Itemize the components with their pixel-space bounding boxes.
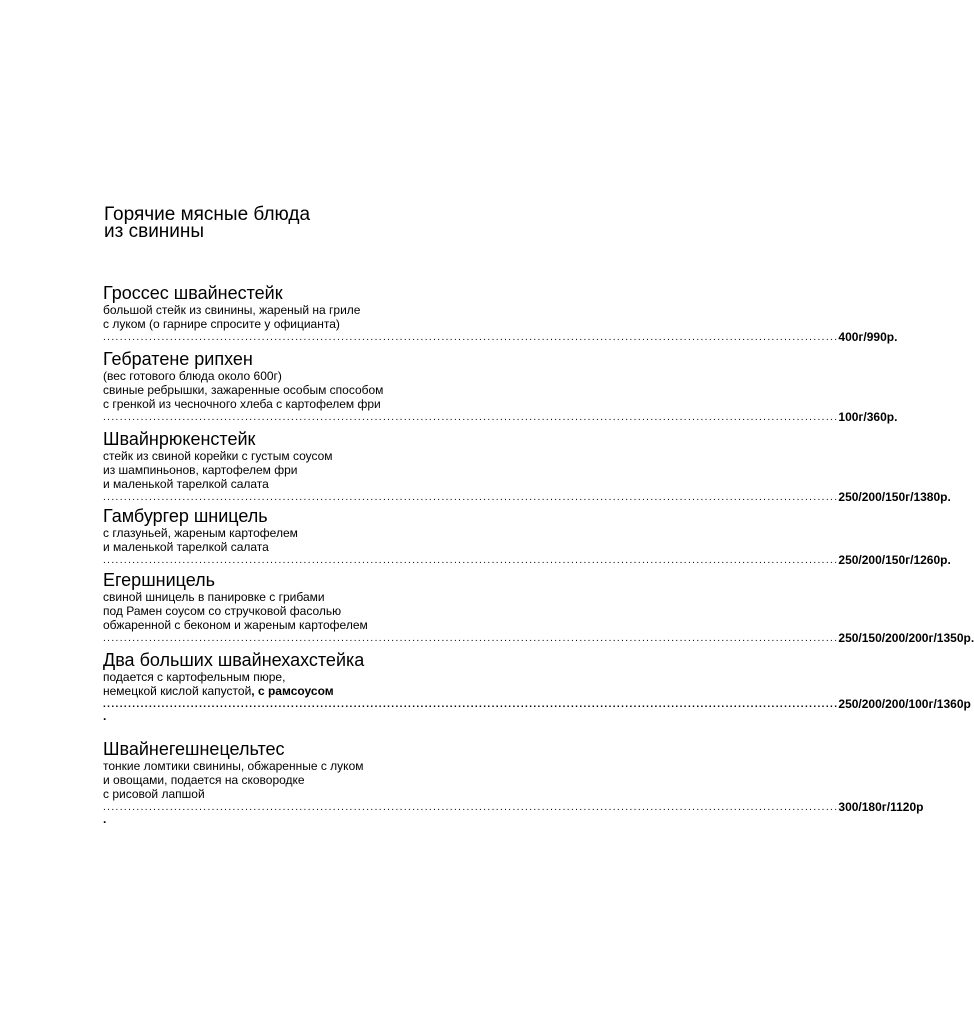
dot-leader: ................................................................................................................................................................................ [103,555,839,566]
dot-leader: ................................................................................................................................................................................ [103,492,839,503]
dish-desc-line: с луком (о гарнире спросите у официанта) [103,317,340,331]
dish-price: 250/200/150г/1260р. [838,553,951,567]
dish-desc-line: подается с картофельным пюре, [103,670,286,684]
dot-leader: ................................................................................................................................................................................ [103,412,839,423]
menu-item [103,283,898,344]
dish-name: Егершницель [103,570,216,590]
dish-price: 250/200/200/100г/1360р [838,697,971,711]
dish-name: Гамбургер шницель [103,506,268,526]
dot-leader: ................................................................................................................................................................................ [103,633,839,644]
dish-desc-line: с рисовой лапшой [103,787,205,801]
dish-desc-line: из шампиньонов, картофелем фри [103,463,298,477]
menu-item [103,570,974,645]
section-title-line2: из свинины [104,221,205,242]
menu-item [103,650,971,723]
dish-desc-line: свиной шницель в панировке с грибами [103,590,325,604]
dish-name: Швайнегешнецельтес [103,739,285,759]
dish-desc-line: свиные ребрышки, зажаренные особым способом [103,383,384,397]
menu-item [103,429,951,504]
dish-desc-line: под Рамен соусом со стручковой фасолью [103,604,342,618]
dish-name: Швайнрюкенстейк [103,429,256,449]
dish-desc-line: обжаренной с беконом и жареным картофелем [103,618,368,632]
dish-name: Два больших швайнехахстейка [103,650,365,670]
trailing-dot: . [103,812,107,826]
dish-price: 100г/360р. [838,410,898,424]
dish-desc-line: и овощами, подается на сковородке [103,773,305,787]
dish-desc-line: с глазуньей, жареным картофелем [103,526,298,540]
dot-leader: ................................................................................................................................................................................ [103,802,839,813]
menu-item [103,349,898,424]
price-row [103,490,951,504]
dish-price: 400г/990р. [838,330,898,344]
dish-name: Гебратене рипхен [103,349,253,369]
price-row [103,553,951,567]
price-row [103,697,971,711]
menu-item [103,739,924,826]
dot-leader: ................................................................................................................................................................................ [103,332,839,343]
dish-desc-bold: , с рамсоусом [251,684,334,698]
trailing-dot: . [103,709,107,723]
dish-price: 250/150/200/200г/1350р. [838,631,974,645]
dish-name: Гроссес швайнестейк [103,283,283,303]
dish-desc-line [103,684,673,698]
dish-price: 300/180г/1120р [838,800,924,814]
dot-leader: ................................................................................................................................................................................ [103,699,839,710]
menu-item [103,506,951,567]
price-row [103,631,974,645]
price-row [103,800,924,814]
dish-desc-line: и маленькой тарелкой салата [103,540,269,554]
dish-desc-line: с гренкой из чесночного хлеба с картофелем фри [103,397,381,411]
section-heading [104,206,310,240]
section-title-line1: Горячие мясные блюда [104,204,311,225]
price-row [103,330,898,344]
dish-desc-line: тонкие ломтики свинины, обжаренные с луком [103,759,364,773]
dish-desc-line: большой стейк из свинины, жареный на гриле [103,303,361,317]
dish-desc-line: (вес готового блюда около 600г) [103,369,282,383]
dish-desc-plain: немецкой кислой капустой [103,684,252,698]
price-row [103,410,898,424]
dish-price: 250/200/150г/1380р. [838,490,951,504]
dish-desc-line: стейк из свиной корейки с густым соусом [103,449,333,463]
dish-desc-line: и маленькой тарелкой салата [103,477,269,491]
